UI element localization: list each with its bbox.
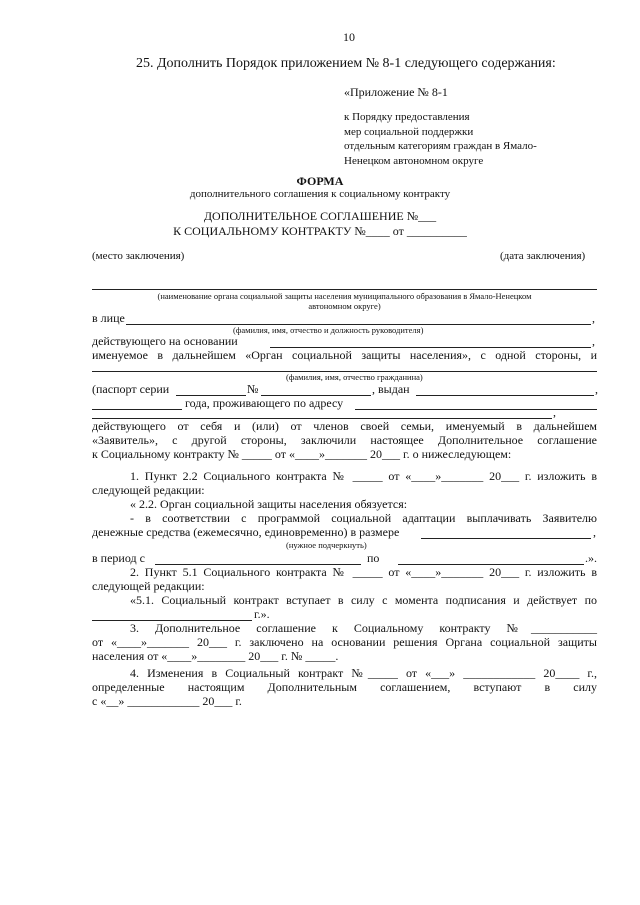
citizen-caption: (фамилия, имя, отчество гражданина) — [286, 372, 423, 382]
passport-number-label: № — [247, 382, 259, 396]
in-person-label: в лице — [92, 311, 125, 325]
named-organ-text: именуемое в дальнейшем «Орган социальной защиты населения», с одной стороны, и — [92, 348, 597, 362]
period-to-label: по — [367, 551, 380, 565]
appendix-line: отдельным категориям граждан в Ямало- — [344, 140, 537, 152]
item3-text: от «____»_______ 20___ г. заключено на основании решения Органа социальной защиты — [92, 635, 597, 649]
form-title: ФОРМА — [296, 174, 344, 188]
organ-name-line — [92, 289, 597, 290]
amount-comma: , — [593, 525, 596, 539]
item1-subitem: денежные средства (ежемесячно, единовременно) в размере — [92, 525, 400, 539]
residence-label: года, проживающего по адресу — [185, 396, 344, 410]
agreement-subtitle: К СОЦИАЛЬНОМУ КОНТРАКТУ №____ от __________ — [173, 224, 467, 238]
issue-date-line — [92, 409, 182, 410]
passport-issued-label: , выдан — [372, 382, 410, 396]
acting-text-line: «Заявитель», с другой стороны, заключили настоящее Дополнительное соглашение — [92, 433, 597, 447]
passport-comma: , — [595, 382, 598, 396]
passport-issued-line — [416, 395, 594, 396]
place-label: (место заключения) — [92, 250, 185, 262]
item2-quote: «5.1. Социальный контракт вступает в силу с момента подписания и действует по — [130, 593, 597, 607]
item2-text: 2. Пункт 5.1 Социального контракта № _____ от «____»_______ 20___ г. изложить в — [130, 565, 597, 579]
item1-quote: « 2.2. Орган социальной защиты населения обязуется: — [130, 497, 408, 511]
item3-text: населения от «____»________ 20___ г. № _____. — [92, 649, 339, 663]
agreement-title: ДОПОЛНИТЕЛЬНОЕ СОГЛАШЕНИЕ №___ — [203, 209, 437, 223]
validity-end: г.». — [254, 607, 270, 621]
address-comma: , — [553, 405, 556, 419]
acting-text-line: к Социальному контракту № _____ от «____»_______ 20___ г. о нижеследующем: — [92, 447, 512, 461]
appendix-reference — [344, 110, 537, 168]
organ-caption: (наименование органа социальной защиты населения муниципального образования в Ямало-Ненецком — [157, 291, 532, 301]
item4-text: с «__» ____________ 20___ г. — [92, 694, 242, 708]
appendix-title: «Приложение № 8-1 — [344, 85, 448, 99]
item3-text: 3. Дополнительное соглашение к Социальному контракту №___________ — [130, 621, 597, 635]
organ-caption-2: автономном округе) — [308, 301, 381, 311]
acting-basis-label: действующего на основании — [92, 334, 238, 348]
appendix-line: к Порядку предоставления — [344, 111, 470, 123]
acting-basis-comma: , — [592, 334, 595, 348]
period-label: в период с — [92, 551, 145, 565]
amount-line — [421, 538, 591, 539]
page-number: 10 — [343, 30, 355, 44]
underline-caption: (нужное подчеркнуть) — [286, 540, 367, 550]
item1-text: следующей редакции: — [92, 483, 205, 497]
appendix-line: Ненецком автономном округе — [344, 154, 484, 167]
address-line — [355, 409, 597, 410]
head-caption: (фамилия, имя, отчество и должность руководителя) — [233, 325, 424, 335]
appendix-line: мер социальной поддержки — [344, 125, 474, 138]
passport-series-label: (паспорт серии — [92, 382, 170, 396]
period-end: .». — [585, 551, 597, 565]
form-subtitle: дополнительного соглашения к социальному контракту — [189, 188, 451, 200]
acting-text-line: действующего от себя и (или) от членов своей семьи, именуемый в дальнейшем — [92, 419, 597, 433]
item2-text: следующей редакции: — [92, 579, 205, 593]
amendment-heading: 25. Дополнить Порядок приложением № 8-1 следующего содержания: — [136, 56, 556, 71]
in-person-comma: , — [592, 311, 595, 325]
date-label: (дата заключения) — [500, 250, 586, 262]
item4-text: определенные настоящим Дополнительным соглашением, вступают в силу — [92, 680, 597, 694]
item1-subitem: - в соответствии с программой социальной адаптации выплачивать Заявителю — [130, 511, 597, 525]
item1-text: 1. Пункт 2.2 Социального контракта № _____ от «____»_______ 20___ г. изложить в — [130, 469, 597, 483]
item4-text: 4. Изменения в Социальный контракт №_____ от «___» ____________ 20____ г., — [130, 666, 597, 680]
